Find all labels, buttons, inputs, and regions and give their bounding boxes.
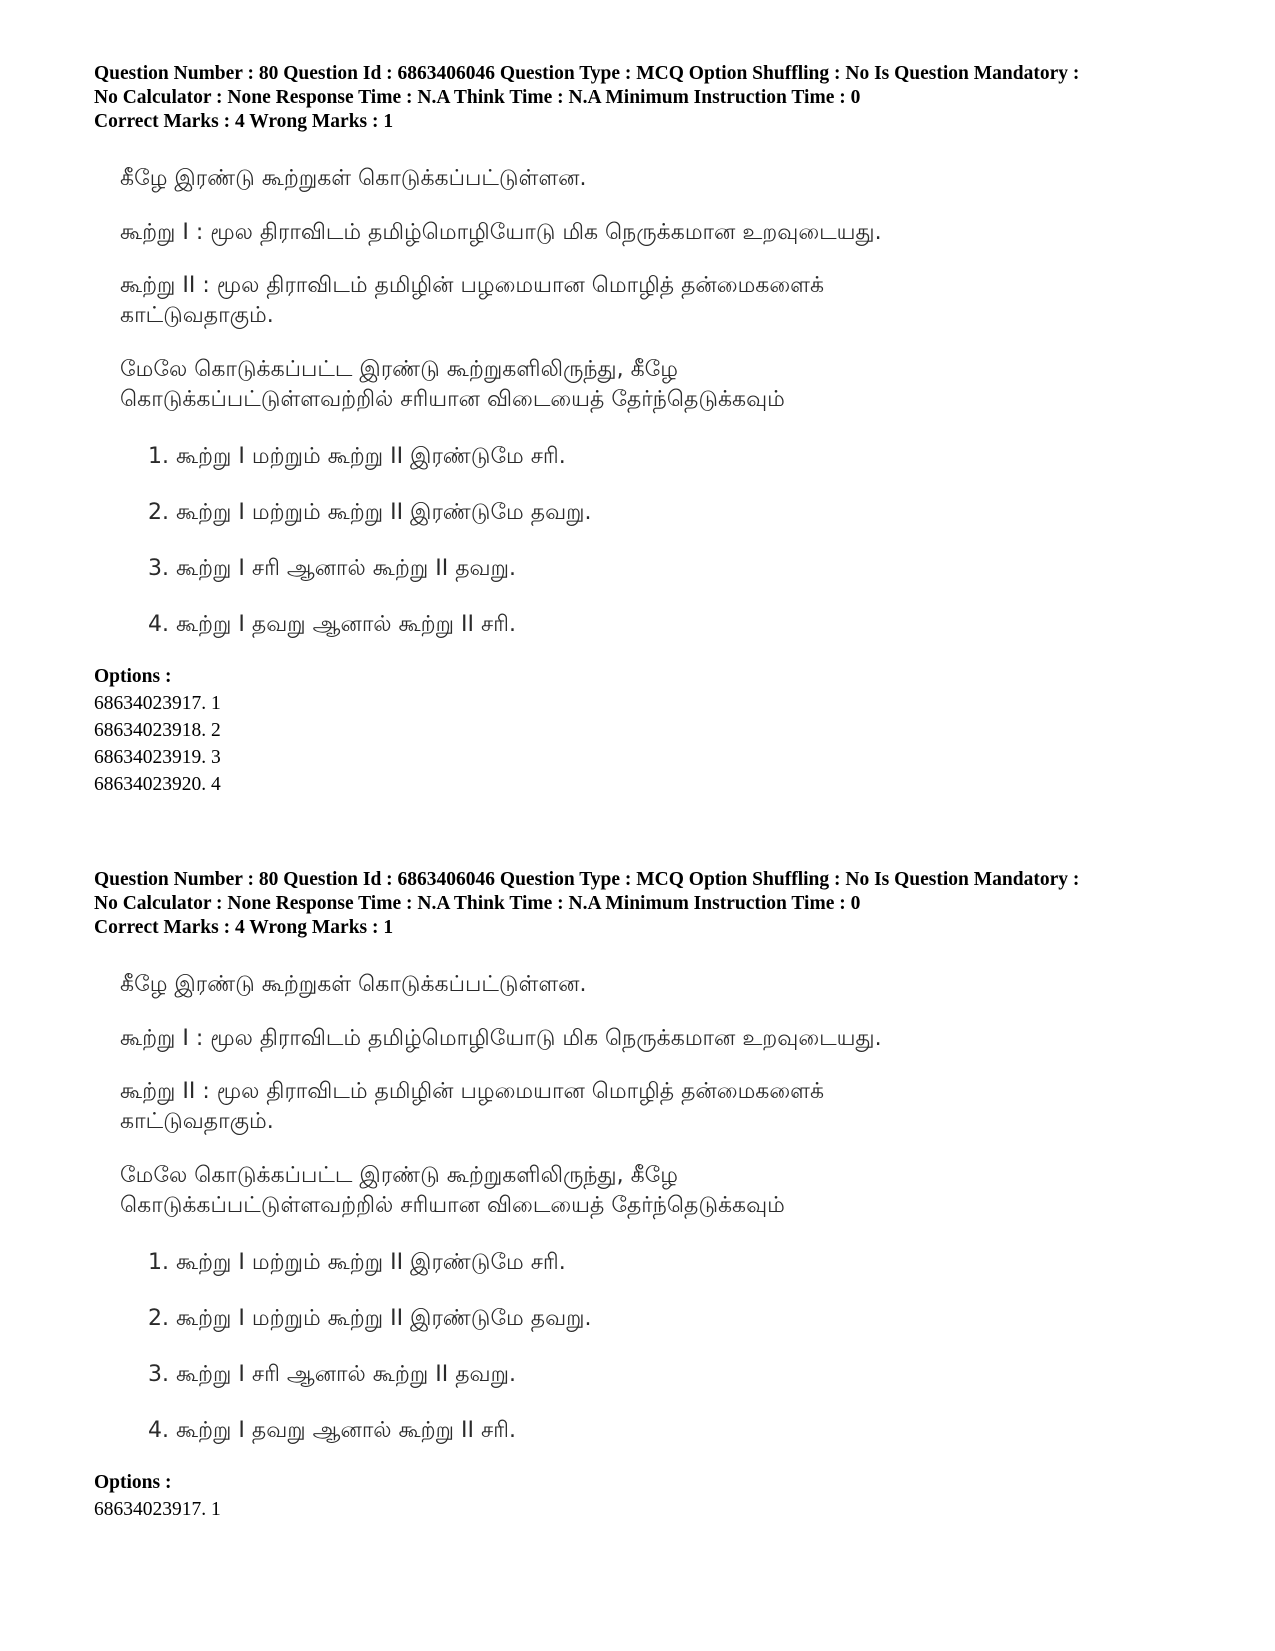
answer-choice: 3. கூற்று I சரி ஆனால் கூற்று II தவறு. bbox=[148, 1362, 516, 1387]
statement-one: கூற்று I : மூல திராவிடம் தமிழ்மொழியோடு மிக நெருக்கமான உறவுடையது. bbox=[120, 220, 882, 245]
question-meta-line: No Calculator : None Response Time : N.A Think Time : N.A Minimum Instruction Time : 0 bbox=[94, 893, 861, 914]
question-intro: கீழே இரண்டு கூற்றுகள் கொடுக்கப்பட்டுள்ளன. bbox=[120, 972, 587, 997]
question-intro: கீழே இரண்டு கூற்றுகள் கொடுக்கப்பட்டுள்ளன. bbox=[120, 166, 587, 191]
question-meta-line: No Calculator : None Response Time : N.A Think Time : N.A Minimum Instruction Time : 0 bbox=[94, 87, 861, 108]
question-instruction: மேலே கொடுக்கப்பட்ட இரண்டு கூற்றுகளிலிருந்து, கீழே bbox=[120, 357, 679, 382]
statement-one: கூற்று I : மூல திராவிடம் தமிழ்மொழியோடு மிக நெருக்கமான உறவுடையது. bbox=[120, 1026, 882, 1051]
marks-line: Correct Marks : 4 Wrong Marks : 1 bbox=[94, 111, 394, 132]
question-block bbox=[94, 62, 1224, 822]
options-label: Options : bbox=[94, 666, 172, 687]
question-instruction-continued: கொடுக்கப்பட்டுள்ளவற்றில் சரியான விடையைத் தேர்ந்தெடுக்கவும் bbox=[120, 1193, 785, 1218]
answer-choice: 1. கூற்று I மற்றும் கூற்று II இரண்டுமே சரி. bbox=[148, 1250, 566, 1275]
option-id: 68634023918. 2 bbox=[94, 720, 221, 741]
answer-choice: 4. கூற்று I தவறு ஆனால் கூற்று II சரி. bbox=[148, 612, 516, 637]
question-instruction-continued: கொடுக்கப்பட்டுள்ளவற்றில் சரியான விடையைத் தேர்ந்தெடுக்கவும் bbox=[120, 387, 785, 412]
question-block bbox=[94, 868, 1224, 1588]
marks-line: Correct Marks : 4 Wrong Marks : 1 bbox=[94, 917, 394, 938]
statement-two-continued: காட்டுவதாகும். bbox=[120, 1109, 274, 1134]
answer-choice: 1. கூற்று I மற்றும் கூற்று II இரண்டுமே சரி. bbox=[148, 444, 566, 469]
option-id: 68634023920. 4 bbox=[94, 774, 221, 795]
answer-choice: 2. கூற்று I மற்றும் கூற்று II இரண்டுமே தவறு. bbox=[148, 500, 592, 525]
question-meta-line: Question Number : 80 Question Id : 6863406046 Question Type : MCQ Option Shuffling : No Is Question Mandatory : bbox=[94, 869, 1080, 890]
answer-choice: 4. கூற்று I தவறு ஆனால் கூற்று II சரி. bbox=[148, 1418, 516, 1443]
statement-two: கூற்று II : மூல திராவிடம் தமிழின் பழமையான மொழித் தன்மைகளைக் bbox=[120, 273, 825, 298]
answer-choice: 2. கூற்று I மற்றும் கூற்று II இரண்டுமே தவறு. bbox=[148, 1306, 592, 1331]
option-id: 68634023919. 3 bbox=[94, 747, 221, 768]
question-instruction: மேலே கொடுக்கப்பட்ட இரண்டு கூற்றுகளிலிருந்து, கீழே bbox=[120, 1163, 679, 1188]
statement-two: கூற்று II : மூல திராவிடம் தமிழின் பழமையான மொழித் தன்மைகளைக் bbox=[120, 1079, 825, 1104]
statement-two-continued: காட்டுவதாகும். bbox=[120, 303, 274, 328]
answer-choice: 3. கூற்று I சரி ஆனால் கூற்று II தவறு. bbox=[148, 556, 516, 581]
options-label: Options : bbox=[94, 1472, 172, 1493]
option-id: 68634023917. 1 bbox=[94, 693, 221, 714]
question-meta-line: Question Number : 80 Question Id : 6863406046 Question Type : MCQ Option Shuffling : No Is Question Mandatory : bbox=[94, 63, 1080, 84]
option-id: 68634023917. 1 bbox=[94, 1499, 221, 1520]
